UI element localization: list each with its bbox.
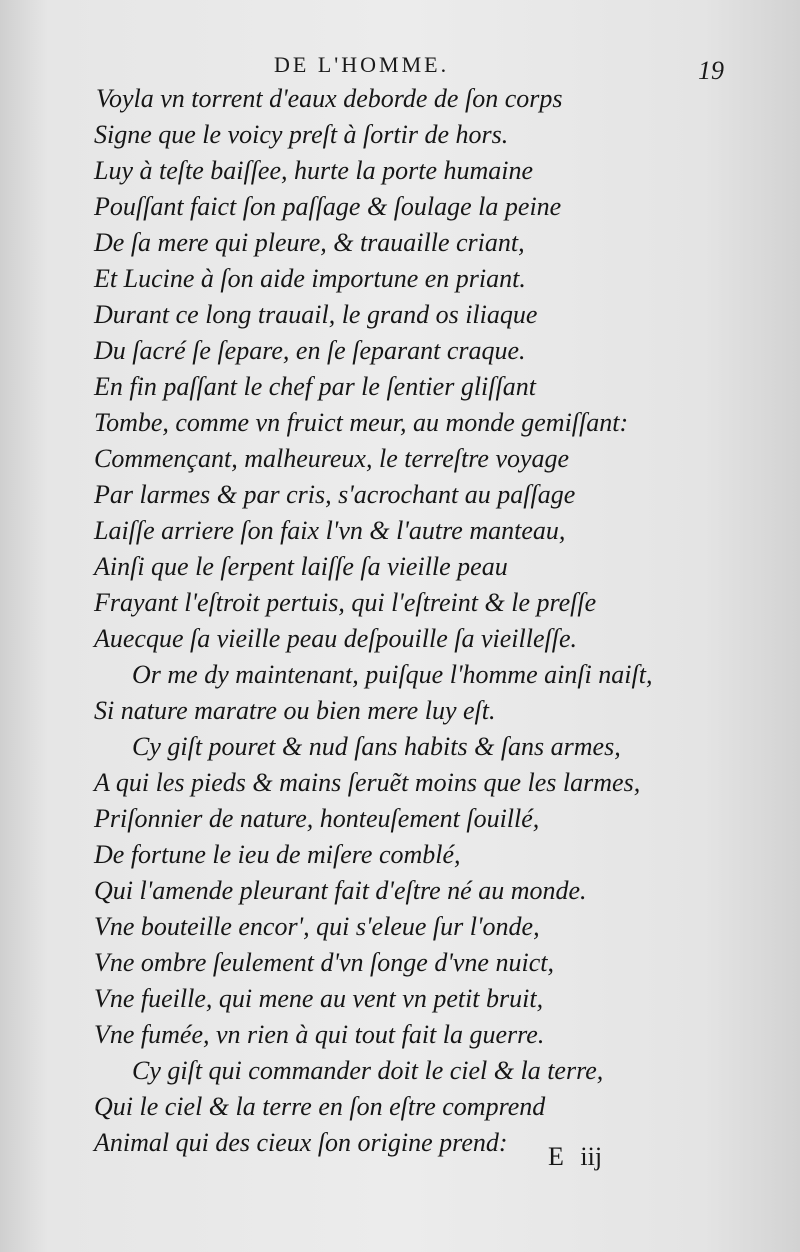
verse-line: Signe que le voicy preſt à ſortir de hors. bbox=[94, 120, 509, 149]
verse-line: Vne fueille, qui mene au vent vn petit bruit, bbox=[94, 984, 544, 1013]
verse-line: Cy giſt pouret & nud ſans habits & ſans armes, bbox=[132, 732, 621, 761]
verse-line: Qui l'amende pleurant fait d'eſtre né au monde. bbox=[94, 876, 587, 905]
verse-line: Durant ce long trauail, le grand os iliaque bbox=[94, 300, 538, 329]
verse-line: Vne ombre ſeulement d'vn ſonge d'vne nuict, bbox=[94, 948, 554, 977]
verse-line: Si nature maratre ou bien mere luy eſt. bbox=[94, 696, 496, 725]
running-title: DE L'HOMME. bbox=[274, 52, 450, 77]
verse-line: Commençant, malheureux, le terreſtre voyage bbox=[94, 444, 570, 473]
verse-line: Tombe, comme vn fruict meur, au monde gemiſſant: bbox=[94, 408, 629, 437]
verse-line: Voyla vn torrent d'eaux deborde de ſon corps bbox=[96, 84, 563, 113]
page-number: 19 bbox=[698, 56, 724, 85]
verse-line: Du ſacré ſe ſepare, en ſe ſeparant craque. bbox=[94, 336, 526, 365]
verse-line: Luy à teſte baiſſee, hurte la porte humaine bbox=[94, 156, 534, 185]
signature-mark: E iij bbox=[548, 1142, 603, 1171]
verse-line: Et Lucine à ſon aide importune en priant. bbox=[94, 264, 526, 293]
verse-line: Frayant l'eſtroit pertuis, qui l'eſtreint & le preſſe bbox=[94, 588, 597, 617]
verse-line: Or me dy maintenant, puiſque l'homme ainſi naiſt, bbox=[132, 660, 653, 689]
verse-line: Laiſſe arriere ſon faix l'vn & l'autre manteau, bbox=[94, 516, 566, 545]
show-through-text bbox=[650, 80, 800, 1120]
verse-line: En fin paſſant le chef par le ſentier gliſſant bbox=[94, 372, 536, 401]
verse-line: Priſonnier de nature, honteuſement ſouillé, bbox=[94, 804, 540, 833]
verse-line: Animal qui des cieux ſon origine prend: bbox=[94, 1128, 508, 1157]
verse-line: Vne fumée, vn rien à qui tout fait la guerre. bbox=[94, 1020, 545, 1049]
verse-line: Pouſſant faict ſon paſſage & ſoulage la peine bbox=[94, 192, 562, 221]
verse-line: Cy giſt qui commander doit le ciel & la terre, bbox=[132, 1056, 604, 1085]
verse-line: De fortune le ieu de miſere comblé, bbox=[94, 840, 461, 869]
verse-line: Vne bouteille encor', qui s'eleue ſur l'onde, bbox=[94, 912, 540, 941]
verse-line: Ainſi que le ſerpent laiſſe ſa vieille peau bbox=[94, 552, 508, 581]
page-header bbox=[0, 52, 800, 85]
verse-line: Qui le ciel & la terre en ſon eſtre comprend bbox=[94, 1092, 546, 1121]
verse-line: A qui les pieds & mains ſeruẽt moins que les larmes, bbox=[94, 768, 641, 797]
verse-line: De ſa mere qui pleure, & trauaille criant, bbox=[94, 228, 525, 257]
verse-line: Par larmes & par cris, s'acrochant au paſſage bbox=[94, 480, 576, 509]
verse-line: Auecque ſa vieille peau deſpouille ſa vieilleſſe. bbox=[94, 624, 577, 653]
